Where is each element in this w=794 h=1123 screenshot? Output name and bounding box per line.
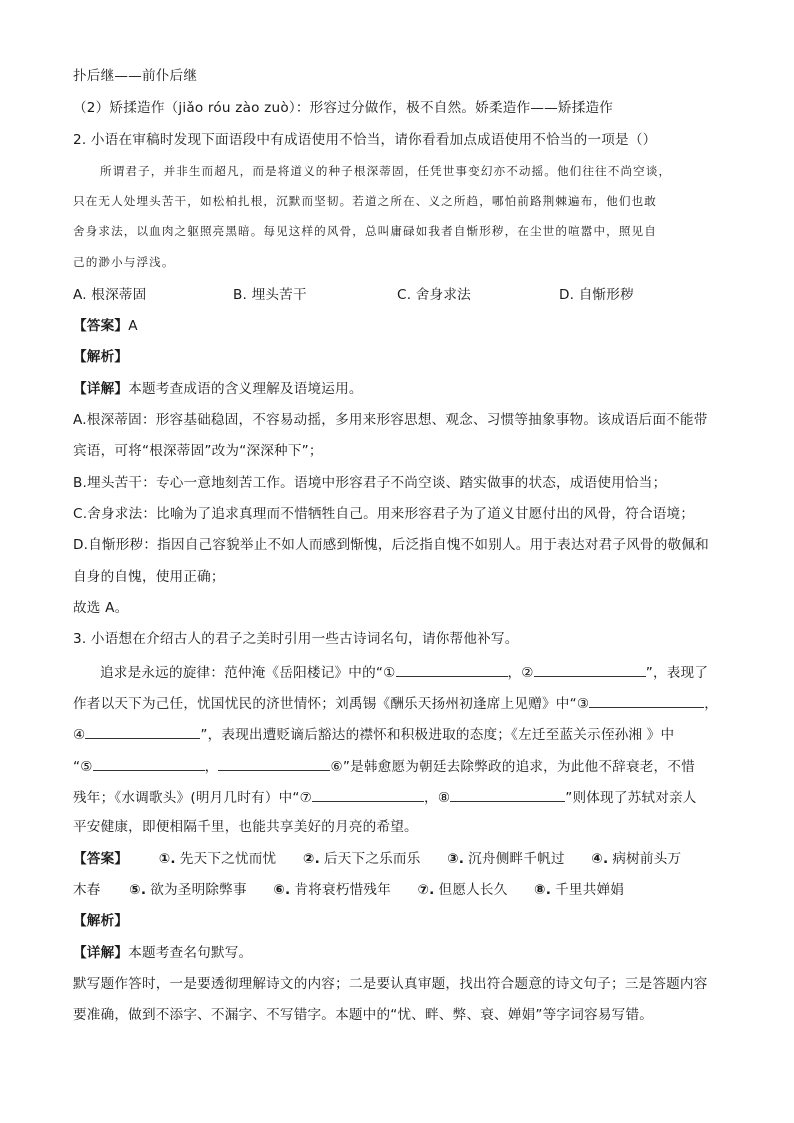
fill-text: 作者以天下为己任，忧国忧民的济世情怀；刘禹锡《酬乐天扬州初逢席上见赠》中“③ bbox=[73, 696, 590, 712]
quote-line: 舍身求法，以血肉之躯照亮黑暗。每见这样的风骨，总叫庸碌如我者自惭形秽，在尘世的喧嚣中，照见自 bbox=[73, 224, 657, 238]
answer-item: ②. 后天下之乐而乐 bbox=[302, 851, 421, 867]
fill-line bbox=[73, 661, 750, 683]
fill-text: ， bbox=[704, 696, 718, 712]
fill-text: ，② bbox=[507, 665, 534, 681]
blank-1 bbox=[396, 661, 508, 677]
quote-line: 只在无人处埋头苦干，如松柏扎根，沉默而坚韧。若道之所在、义之所趋，哪怕前路荆棘遍布，他们也敢 bbox=[73, 194, 657, 208]
fill-text: “⑤ bbox=[73, 759, 93, 775]
option-a: A. 根深蒂固 bbox=[73, 287, 147, 303]
detail-line bbox=[73, 379, 723, 399]
detail-text: 本题考查名句默写。 bbox=[128, 945, 253, 961]
answer-tag: 【答案】 bbox=[73, 851, 129, 867]
detail-text: 本题考查成语的含义理解及语境运用。 bbox=[128, 381, 363, 397]
answer-item: ①. 先天下之忧而忧 bbox=[158, 851, 277, 867]
conclusion-line: 故选 A。 bbox=[73, 600, 129, 616]
answer-value: A bbox=[128, 318, 138, 334]
fill-text: ， bbox=[204, 759, 219, 775]
fill-line: 平安健康，即便相隔千里，也能共享美好的月亮的希望。 bbox=[73, 819, 418, 835]
answer-item: ⑧. 千里共婵娟 bbox=[534, 882, 625, 898]
answer-item: ④. 病树前头万 bbox=[591, 851, 682, 867]
blank-7 bbox=[312, 786, 424, 802]
blank-4 bbox=[85, 723, 200, 739]
fill-text: ”则体现了苏轼对亲人 bbox=[565, 790, 697, 806]
fill-text: 残年；《水调歌头》(明月几时有）中“⑦ bbox=[73, 790, 313, 806]
explain-line: 默写题作答时，一是要透彻理解诗文的内容；二是要认真审题，找出符合题意的诗文句子；三是答题内容 bbox=[73, 976, 708, 992]
fill-line bbox=[73, 692, 723, 714]
explain-line: A.根深蒂固：形容基础稳固，不容易动摇，多用来形容思想、观念、习惯等抽象事物。该成语后面不能带 bbox=[73, 412, 708, 428]
detail-tag: 【详解】 bbox=[73, 945, 129, 961]
option-d: D. 自惭形秽 bbox=[559, 287, 634, 303]
detail-line bbox=[73, 943, 723, 963]
fill-text: ”，表现了 bbox=[645, 665, 709, 681]
detail-tag: 【详解】 bbox=[73, 381, 129, 397]
answer-continuation: 木春 bbox=[73, 882, 101, 898]
answer-item: ⑦. 但愿人长久 bbox=[417, 882, 508, 898]
explain-line: 宾语，可将“根深蒂固”改为“深深种下”； bbox=[73, 443, 323, 459]
answer-tag: 【答案】 bbox=[73, 318, 129, 334]
answer-line bbox=[73, 316, 723, 336]
question-2-title: 2. 小语在审稿时发现下面语段中有成语使用不恰当，请你看看加点成语使用不恰当的一项是（） bbox=[73, 132, 657, 148]
fill-text: ，⑧ bbox=[424, 790, 451, 806]
explain-line: 要准确，做到不添字、不漏字、不写错字。本题中的“忧、畔、弊、衰、婵娟”等字词容易写错。 bbox=[73, 1007, 654, 1023]
text-line: （2）矫揉造作（jiǎo róu zào zuò）：形容过分做作，极不自然。娇柔造作——矫揉造作 bbox=[73, 100, 614, 116]
blank-6 bbox=[218, 755, 330, 771]
quote-line: 所谓君子，并非生而超凡，而是将道义的种子根深蒂固，任凭世事变幻亦不动摇。他们往往不尚空谈， bbox=[100, 164, 672, 178]
analysis-tag: 【解析】 bbox=[73, 913, 129, 929]
blank-3 bbox=[589, 692, 704, 708]
blank-2 bbox=[534, 661, 646, 677]
answer-item: ⑥. 肯将衰朽惜残年 bbox=[273, 882, 391, 898]
explain-line: B.埋头苦干：专心一意地刻苦工作。语境中形容君子不尚空谈、踏实做事的状态，成语使用恰当； bbox=[73, 475, 667, 491]
explain-line: 自身的自愧，使用正确； bbox=[73, 569, 225, 585]
answer-item: ③. 沉舟侧畔千帆过 bbox=[447, 851, 565, 867]
text-line: 扑后继——前仆后继 bbox=[73, 68, 198, 84]
fill-text: ”，表现出遭贬谪后豁达的襟怀和积极进取的态度；《左迁至蓝关示侄孙湘 》中 bbox=[200, 727, 675, 743]
fill-line bbox=[73, 786, 723, 808]
explain-line: D.自惭形秽：指因自己容貌举止不如人而感到惭愧，后泛指自愧不如别人。用于表达对君子风骨的敬佩和 bbox=[73, 537, 709, 553]
blank-5 bbox=[93, 755, 205, 771]
analysis-tag: 【解析】 bbox=[73, 349, 129, 365]
explain-line: C.舍身求法：比喻为了追求真理而不惜牺牲自己。用来形容君子为了道义甘愿付出的风骨，符合语境； bbox=[73, 506, 695, 522]
quote-line: 己的渺小与浮浅。 bbox=[73, 255, 175, 269]
blank-8 bbox=[450, 786, 565, 802]
answer-3-line bbox=[73, 880, 723, 900]
fill-line bbox=[73, 723, 723, 745]
option-c: C. 舍身求法 bbox=[397, 287, 471, 303]
fill-text: 追求是永远的旋律：范仲淹《岳阳楼记》中的“① bbox=[100, 665, 396, 681]
option-b: B. 埋头苦干 bbox=[233, 287, 307, 303]
fill-text: ⑥”是韩愈愿为朝廷去除弊政的追求，为此他不辞衰老，不惜 bbox=[330, 759, 695, 775]
answer-3-line bbox=[73, 849, 723, 869]
fill-text: ④ bbox=[73, 727, 86, 743]
question-3-title: 3. 小语想在介绍古人的君子之美时引用一些古诗词名句，请你帮他补写。 bbox=[73, 631, 519, 647]
fill-line bbox=[73, 755, 723, 777]
answer-item: ⑤. 欲为圣明除弊事 bbox=[129, 882, 247, 898]
